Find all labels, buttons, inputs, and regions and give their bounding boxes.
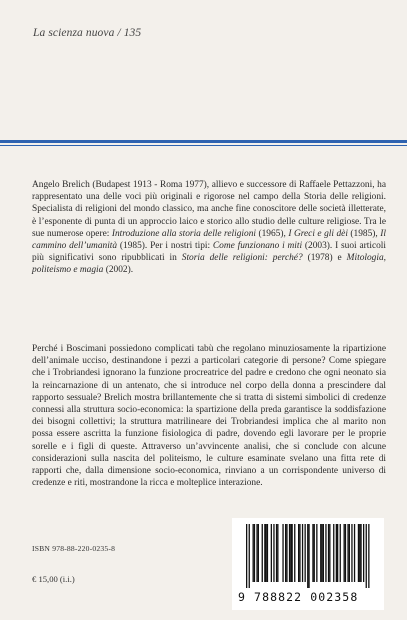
isbn-label: ISBN 978-88-220-0235-8 bbox=[32, 544, 116, 553]
book-blurb: Perché i Boscimani possiedono complicati tabù che regolano minuziosamente la ripartizione dell’animale ucciso, destinandone i pezzi a particolari categorie di persone? Come spiegare che i Trobriandesi ignorano la funzione procreatrice del padre e credono che ogni neonato sia la reincarnazione di un antenato, che si introduce nel corpo della donna a prescindere dal rapporto sessuale? Brelich mostra brillantemente che si tratta di sistemi simbolici di credenze connessi alla struttura socio-economica: la spartizione della preda garantisce la soddisfazione dei bisogni collettivi; la struttura matrilineare dei Trobriandesi implica che al marito non possa essere ascritta la funzione fisiologica di padre, dovendo egli lavorare per le proprie sorelle e i figli di queste. Attraverso un’avvincente analisi, che si conclude con alcune considerazioni sulla nascita del politeismo, le culture esaminate svelano una fitta rete di rapporti che, dalla dimensione socio-economica, rinviano a un corrispondente universo di credenze e riti, mostrandone la ricca e molteplice interazione. bbox=[32, 344, 386, 489]
bio-text: Angelo Brelich (Budapest 1913 - Roma 1977), allievo e successore di Raffaele Pettazzoni, ha rappresentato una delle voci più originali e rigorose nel campo della Storia delle religioni. Specialista di religioni del mondo classico, ma anche fine conoscitore delle società illetterate, è l’esponente di punta di un approccio laico e storico allo studio delle culture religiose. Tra le sue numerose opere: bbox=[32, 180, 386, 239]
price-label: € 15,00 (i.i.) bbox=[32, 574, 75, 584]
series-label: La scienza nuova / 135 bbox=[33, 27, 142, 39]
bio-work-title: I Greci e gli dèi bbox=[288, 228, 348, 239]
bio-work-title: Mitologia, politeismo e magia bbox=[32, 253, 386, 276]
author-bio bbox=[32, 179, 386, 277]
bio-work-title: Il cammino dell’umanità bbox=[32, 228, 386, 252]
bio-text: (2003). I suoi articoli più significativi sono ripubblicati in bbox=[32, 241, 387, 264]
bio-work-title: Storia delle religioni: perché? bbox=[181, 253, 303, 264]
divider-thick bbox=[0, 140, 407, 143]
barcode-digits: 9 788822 002358 bbox=[238, 590, 359, 604]
bio-text: (1985), bbox=[347, 228, 381, 239]
bio-work-title: Introduzione alla storia delle religioni bbox=[111, 228, 256, 239]
divider-thin bbox=[0, 145, 407, 146]
bio-text: (1978) e bbox=[302, 253, 347, 264]
barcode bbox=[232, 518, 384, 610]
barcode-bars bbox=[244, 524, 372, 590]
bio-text: (2002). bbox=[103, 265, 134, 276]
bio-text: (1985). Per i nostri tipi: bbox=[117, 241, 213, 252]
bio-work-title: Come funzionano i miti bbox=[212, 241, 303, 252]
bio-text: (1965), bbox=[256, 228, 289, 239]
